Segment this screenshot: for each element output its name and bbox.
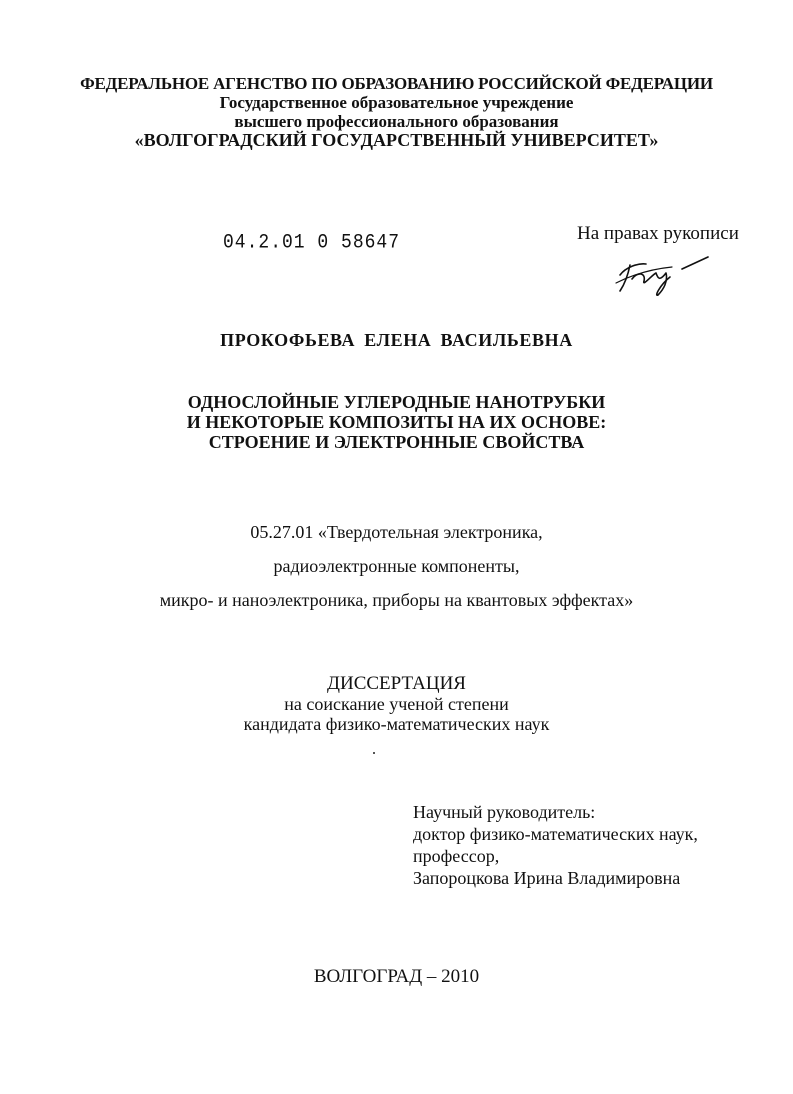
supervisor-block: [413, 801, 698, 889]
supervisor-degree: доктор физико-математических наук,: [413, 824, 698, 844]
specialty-line-3: микро- и наноэлектроника, приборы на квантовых эффектах»: [159, 590, 634, 610]
degree-name: кандидата физико-математических наук: [243, 714, 550, 734]
title-line-3: СТРОЕНИЕ И ЭЛЕКТРОННЫЕ СВОЙСТВА: [208, 432, 585, 452]
specialty-line-2: радиоэлектронные компоненты,: [273, 556, 520, 576]
title-line-2: И НЕКОТОРЫЕ КОМПОЗИТЫ НА ИХ ОСНОВЕ:: [186, 412, 607, 432]
degree-purpose: на соискание ученой степени: [284, 694, 509, 714]
dissertation-title: [0, 392, 793, 452]
agency-name: ФЕДЕРАЛЬНОЕ АГЕНСТВО ПО ОБРАЗОВАНИЮ РОССИЙСКОЙ ФЕДЕРАЦИИ: [80, 74, 713, 93]
signature-icon: [612, 245, 722, 297]
specialty-line-1: 05.27.01 «Твердотельная электроника,: [250, 522, 543, 542]
city-year: ВОЛГОГРАД – 2010: [313, 966, 480, 987]
header-block: [0, 74, 793, 150]
specialty-block: [0, 515, 793, 617]
author-name: ПРОКОФЬЕВА ЕЛЕНА ВАСИЛЬЕВНА: [220, 330, 573, 350]
document-type: ДИССЕРТАЦИЯ: [327, 673, 466, 694]
registration-number: 04.2.01 0 58647: [223, 231, 401, 255]
university-name: «ВОЛГОГРАДСКИЙ ГОСУДАРСТВЕННЫЙ УНИВЕРСИТЕТ»: [134, 130, 659, 150]
supervisor-label: Научный руководитель:: [413, 802, 596, 822]
manuscript-rights-label: На правах рукописи: [577, 223, 739, 244]
degree-block: [0, 674, 793, 734]
education-level: высшего профессионального образования: [234, 112, 559, 131]
scan-speck: [373, 752, 375, 754]
title-line-1: ОДНОСЛОЙНЫЕ УГЛЕРОДНЫЕ НАНОТРУБКИ: [187, 392, 606, 412]
supervisor-name: Запороцкова Ирина Владимировна: [413, 868, 681, 888]
institution-type: Государственное образовательное учреждение: [219, 93, 574, 112]
supervisor-rank: профессор,: [413, 846, 500, 866]
